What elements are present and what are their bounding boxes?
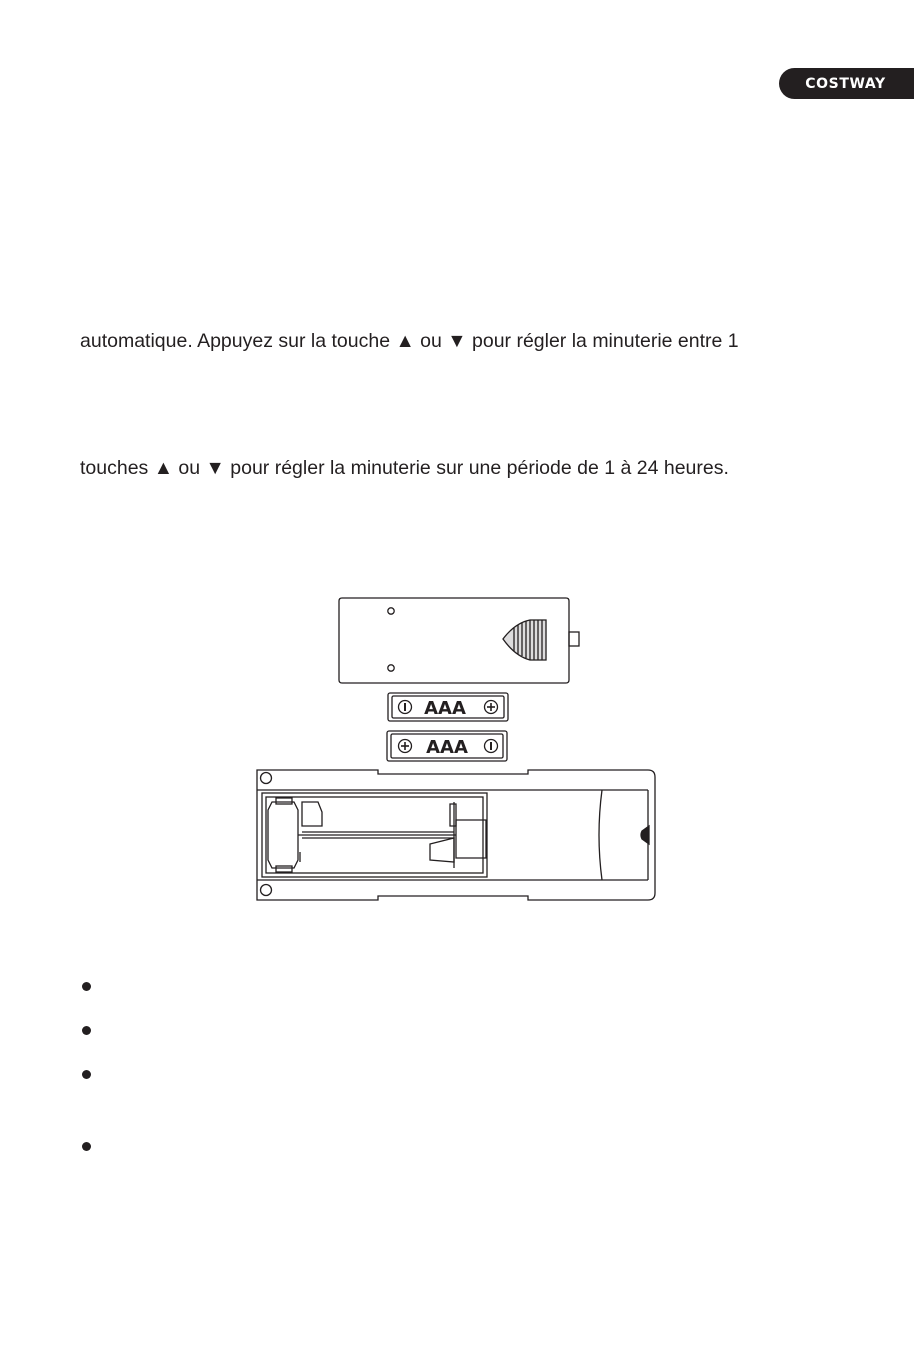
bullet-point-1 (82, 982, 91, 991)
brand-logo-tab (779, 68, 914, 99)
bullet-point-2 (82, 1026, 91, 1035)
battery-bottom-label: AAA (426, 737, 468, 758)
battery-bottom (387, 731, 507, 761)
battery-cover (339, 598, 579, 683)
remote-control-body (257, 770, 655, 900)
cover-grip-icon (503, 620, 546, 660)
brand-name: COSTWAY (805, 75, 886, 92)
battery-top-label: AAA (424, 698, 466, 719)
instruction-line-1: automatique. Appuyez sur la touche ▲ ou ▼ pour régler la minuterie entre 1 (80, 330, 739, 352)
bullet-point-3 (82, 1070, 91, 1079)
bullet-point-4 (82, 1142, 91, 1151)
battery-top (388, 693, 508, 721)
instruction-line-2: touches ▲ ou ▼ pour régler la minuterie sur une période de 1 à 24 heures. (80, 457, 729, 479)
remote-battery-diagram (250, 590, 670, 910)
